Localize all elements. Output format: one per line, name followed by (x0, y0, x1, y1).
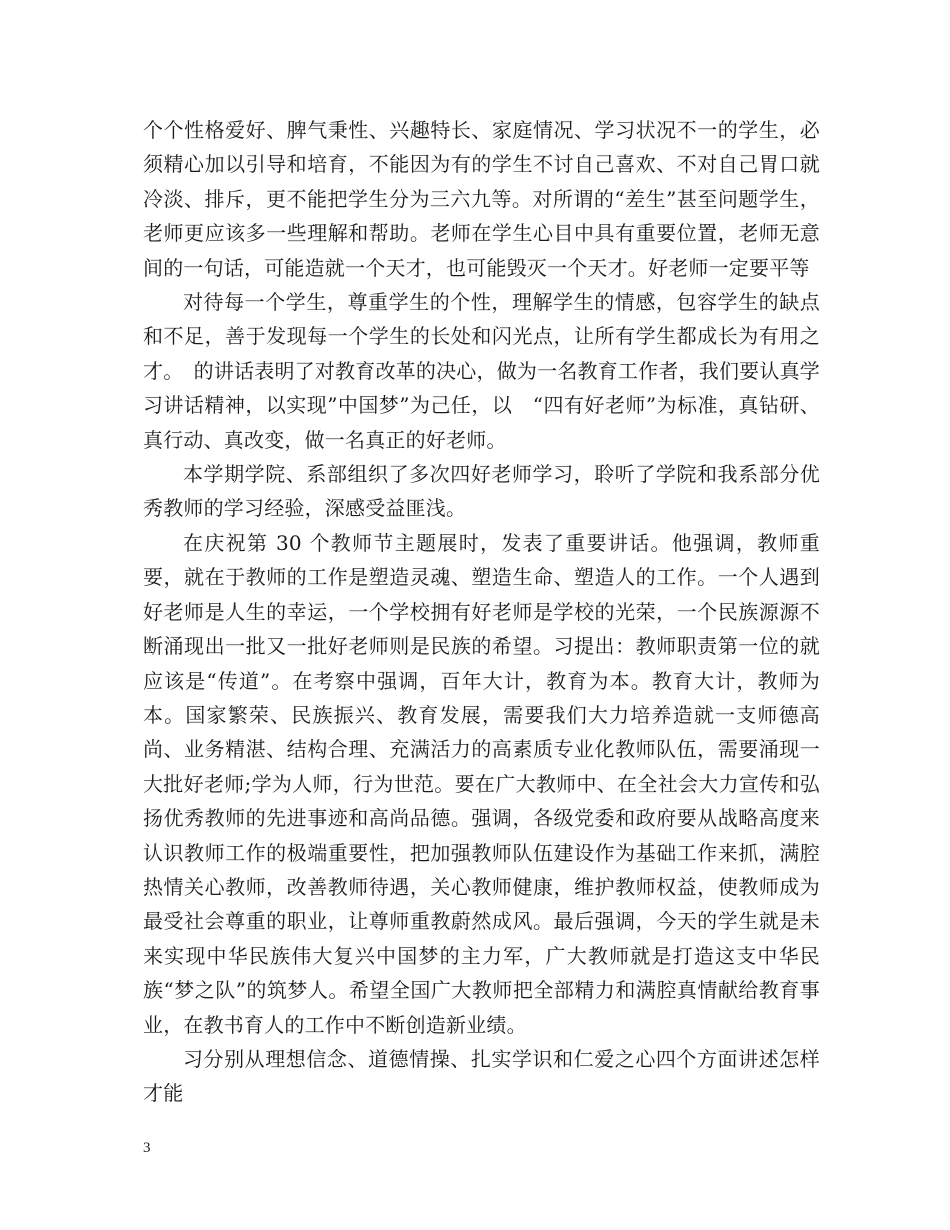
paragraph-1: 个个性格爱好、脾气秉性、兴趣特长、家庭情况、学习状况不一的学生，必须精心加以引导和培育，不能因为有的学生不讨自己喜欢、不对自己胃口就冷淡、排斥，更不能把学生分为三六九等。对所谓的“差生”甚至问题学生，老师更应该多一些理解和帮助。老师在学生心目中具有重要位置，老师无意间的一句话，可能造就一个天才，也可能毁灭一个天才。好老师一定要平等 (143, 118, 820, 280)
paragraph-3: 本学期学院、系部组织了多次四好老师学习，聆听了学院和我系部分优秀教师的学习经验，深感受益匪浅。 (143, 462, 820, 521)
paragraph-4: 在庆祝第 30 个教师节主题展时，发表了重要讲话。他强调，教师重要，就在于教师的工作是塑造灵魂、塑造生命、塑造人的工作。一个人遇到好老师是人生的幸运，一个学校拥有好老师是学校的光荣，一个民族源源不断涌现出一批又一批好老师则是民族的希望。习提出：教师职责第一位的就应该是“传道”。在考察中强调，百年大计，教育为本。教育大计，教师为本。国家繁荣、民族振兴、教育发展，需要我们大力培养造就一支师德高尚、业务精湛、结构合理、充满活力的高素质专业化教师队伍，需要涌现一大批好老师;学为人师，行为世范。要在广大教师中、在全社会大力宣传和弘扬优秀教师的先进事迹和高尚品德。强调，各级党委和政府要从战略高度来认识教师工作的极端重要性，把加强教师队伍建设作为基础工作来抓，满腔热情关心教师，改善教师待遇，关心教师健康，维护教师权益，使教师成为最受社会尊重的职业，让尊师重教蔚然成风。最后强调，今天的学生就是未来实现中华民族伟大复兴中国梦的主力军，广大教师就是打造这支中华民族“梦之队”的筑梦人。希望全国广大教师把全部精力和满腔真情献给教育事业，在教书育人的工作中不断创造新业绩。 (143, 530, 820, 1037)
paragraph-5: 习分别从理想信念、道德情操、扎实学识和仁爱之心四个方面讲述怎样才能 (143, 1046, 820, 1106)
page-number: 3 (143, 1140, 151, 1156)
paragraph-2: 对待每一个学生，尊重学生的个性，理解学生的情感，包容学生的缺点和不足，善于发现每一个学生的长处和闪光点，让所有学生都成长为有用之才。 的讲话表明了对教育改革的决心，做为一名教育工作者，我们要认真学习讲话精神，以实现”中国梦”为己任，以 “四有好老师”为标准，真钻研、真行动、真改变，做一名真正的好老师。 (143, 290, 820, 452)
document-body (143, 113, 820, 1111)
